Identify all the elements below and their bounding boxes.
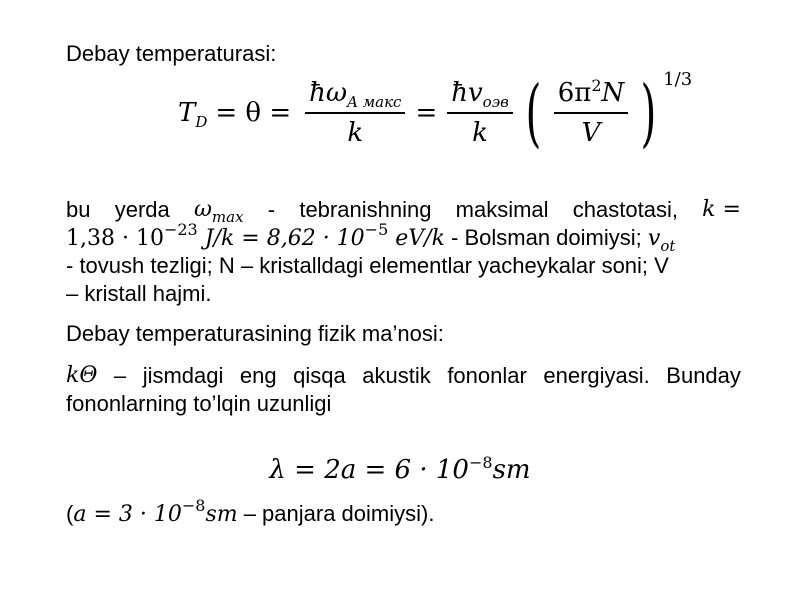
formula-eq2: = — [415, 98, 438, 128]
debye-temperature-formula — [178, 68, 692, 158]
heading-physical-meaning: Debay temperaturasining fizik ma’nosi: — [66, 321, 444, 346]
paragraph1-line3: - tovush tezligi; N – kristalldagi elementlar yacheykalar soni; V — [66, 253, 669, 278]
formula-lhs: $T_D$ — [178, 98, 208, 131]
paragraph1-line4: – kristall hajmi. — [66, 281, 212, 306]
paragraph1-line1: bu yerda $\omega_{max}$ - tebranishning maksimal chastotasi, k = — [66, 197, 741, 226]
fraction-omega-over-k: $\frac{ħ\omega_{A макс}}{k}$ — [305, 78, 405, 148]
lattice-constant-note: ($a = 3 \cdot 10^{-8}sm$ – panjara doimiysi). — [66, 496, 435, 527]
paren-open: ( — [525, 70, 542, 156]
formula-exponent: 1/3 — [663, 68, 693, 90]
formula-eq1: = θ = — [215, 98, 292, 128]
wavelength-formula: $\lambda = 2a = 6 \cdot 10^{-8}sm$ — [269, 453, 531, 485]
heading-debay-temperature: Debay temperaturasi: — [66, 41, 277, 66]
fraction-6pi2n-over-v: $\frac{6\pi^2N}{V}$ — [554, 78, 629, 148]
paragraph1-line2: $1,38 \cdot 10^{-23}$ $J/k = 8,62 \cdot 10^{-5}$ eV/k - Bolsman doimiysi; $v_{ot}$ — [66, 220, 676, 255]
fraction-v-over-k: $\frac{ħv_{оэв}}{k}$ — [447, 78, 513, 148]
paren-close: ) — [640, 70, 657, 156]
paragraph2-line1: kΘ – jismdagi eng qisqa akustik fononlar energiyasi. Bunday — [66, 363, 741, 388]
paragraph2-line2: fononlarning to’lqin uzunligi — [66, 391, 332, 416]
